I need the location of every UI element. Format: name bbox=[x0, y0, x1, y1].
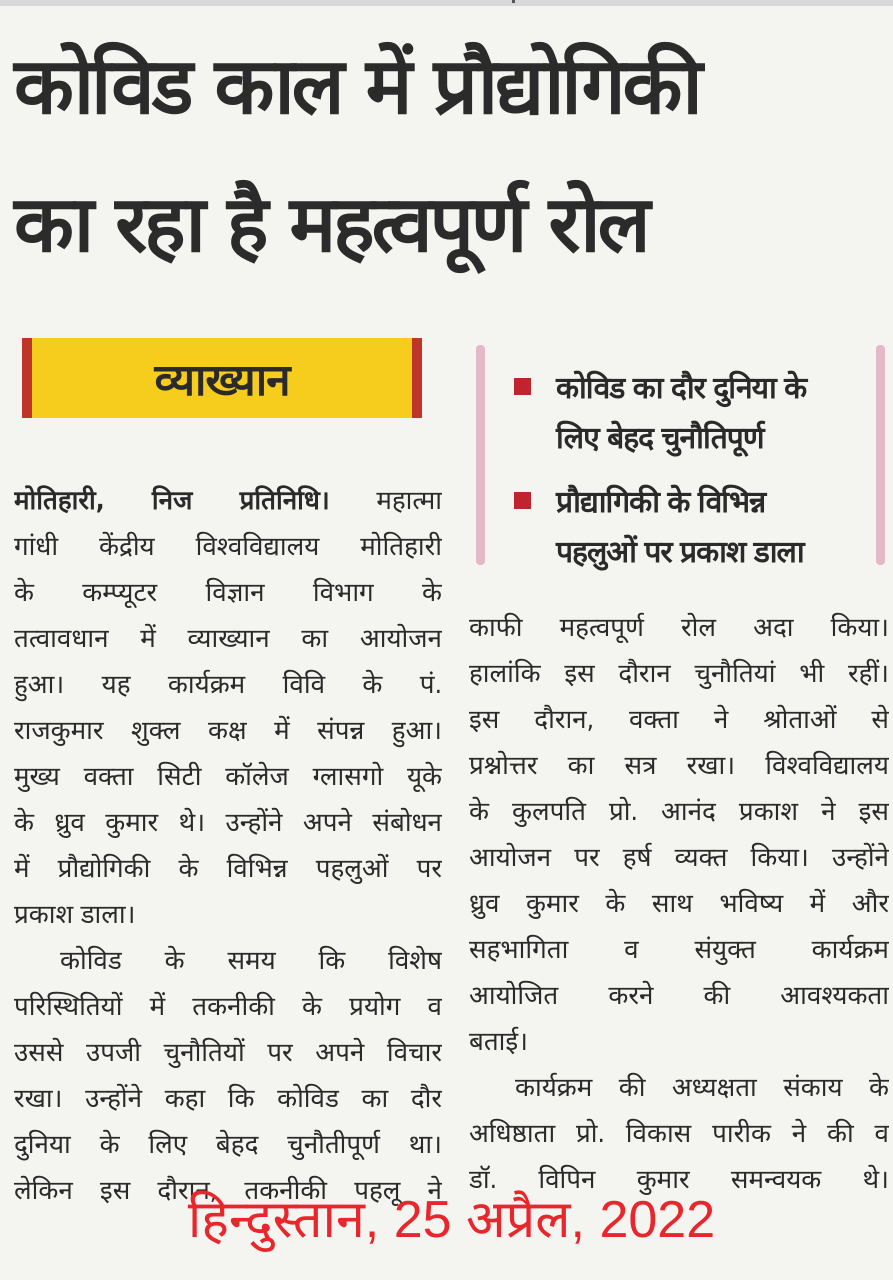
article-line: डॉ. विपिन कुमार समन्वयक थे। bbox=[469, 1165, 889, 1195]
highlight-bar-right bbox=[876, 345, 885, 565]
article-line: काफी महत्वपूर्ण रोल अदा किया। bbox=[469, 613, 889, 643]
source-caption: हिन्दुस्तान, 25 अप्रैल, 2022 bbox=[187, 1191, 716, 1249]
article-line: लेकिन इस दौरान, तकनीकी पहलू ने bbox=[14, 1176, 442, 1206]
dateline: मोतिहारी, निज प्रतिनिधि। bbox=[14, 486, 330, 516]
article-line: बताई। bbox=[469, 1027, 529, 1057]
article-line: आयोजित करने की आवश्यकता bbox=[469, 981, 889, 1011]
highlight-text: कोविड का दौर दुनिया के bbox=[556, 371, 807, 406]
section-tag bbox=[22, 338, 422, 418]
square-bullet-icon bbox=[514, 378, 531, 395]
highlight-item bbox=[508, 478, 868, 578]
article-line: गांधी केंद्रीय विश्वविद्यालय मोतिहारी bbox=[14, 532, 442, 562]
top-mark bbox=[512, 0, 515, 3]
section-tag-label: व्याख्यान bbox=[154, 355, 290, 406]
article-line: राजकुमार शुक्ल कक्ष में संपन्न हुआ। bbox=[14, 716, 442, 746]
article-line: परिस्थितियों में तकनीकी के प्रयोग व bbox=[14, 992, 442, 1022]
article-column-1 bbox=[14, 478, 442, 1214]
highlight-bar-left bbox=[476, 345, 485, 565]
article-line: रखा। उन्होंने कहा कि कोविड का दौर bbox=[14, 1084, 442, 1114]
article-line: कार्यक्रम की अध्यक्षता संकाय के bbox=[515, 1073, 889, 1103]
article-line: मुख्य वक्ता सिटी कॉलेज ग्लासगो यूके bbox=[14, 762, 442, 792]
article-line: कोविड के समय कि विशेष bbox=[60, 946, 442, 976]
headline-line-2: का रहा है महत्वपूर्ण रोल bbox=[14, 180, 648, 270]
article-line: ध्रुव कुमार के साथ भविष्य में और bbox=[469, 889, 889, 919]
highlights-box bbox=[508, 364, 868, 592]
article-line: प्रश्नोत्तर का सत्र रखा। विश्वविद्यालय bbox=[469, 751, 889, 781]
square-bullet-icon bbox=[514, 492, 531, 509]
highlight-text: प्रौद्यागिकी के विभिन्न bbox=[556, 485, 766, 520]
article-line: हालांकि इस दौरान चुनौतियां भी रहीं। bbox=[469, 659, 889, 689]
article-line: दुनिया के लिए बेहद चुनौतीपूर्ण था। bbox=[14, 1130, 442, 1160]
article-line: सहभागिता व संयुक्त कार्यक्रम bbox=[469, 935, 889, 965]
article-line: में प्रौद्योगिकी के विभिन्न पहलुओं पर bbox=[14, 854, 442, 884]
article-line: के कम्प्यूटर विज्ञान विभाग के bbox=[14, 578, 442, 608]
article-line: प्रकाश डाला। bbox=[14, 900, 136, 930]
article-line: हुआ। यह कार्यक्रम विवि के पं. bbox=[14, 670, 442, 700]
article-line: इस दौरान, वक्ता ने श्रोताओं से bbox=[469, 705, 889, 735]
article-line: के कुलपति प्रो. आनंद प्रकाश ने इस bbox=[469, 797, 889, 827]
article-line: अधिष्ठाता प्रो. विकास पारीक ने की व bbox=[469, 1119, 889, 1149]
highlight-text: पहलुओं पर प्रकाश डाला bbox=[556, 535, 804, 570]
article-line: उससे उपजी चुनौतियों पर अपने विचार bbox=[14, 1038, 442, 1068]
article-line: मोतिहारी, निज प्रतिनिधि। महात्मा bbox=[14, 486, 442, 516]
article-line: के ध्रुव कुमार थे। उन्होंने अपने संबोधन bbox=[14, 808, 442, 838]
article-column-2 bbox=[469, 605, 889, 1203]
headline-line-1: कोविड काल में प्रौद्योगिकी bbox=[14, 42, 700, 132]
article-line: तत्वावधान में व्याख्यान का आयोजन bbox=[14, 624, 442, 654]
highlight-item bbox=[508, 364, 868, 464]
top-strip bbox=[0, 0, 893, 6]
article-line: आयोजन पर हर्ष व्यक्त किया। उन्होंने bbox=[469, 843, 889, 873]
highlight-text: लिए बेहद चुनौतिपूर्ण bbox=[556, 421, 764, 456]
